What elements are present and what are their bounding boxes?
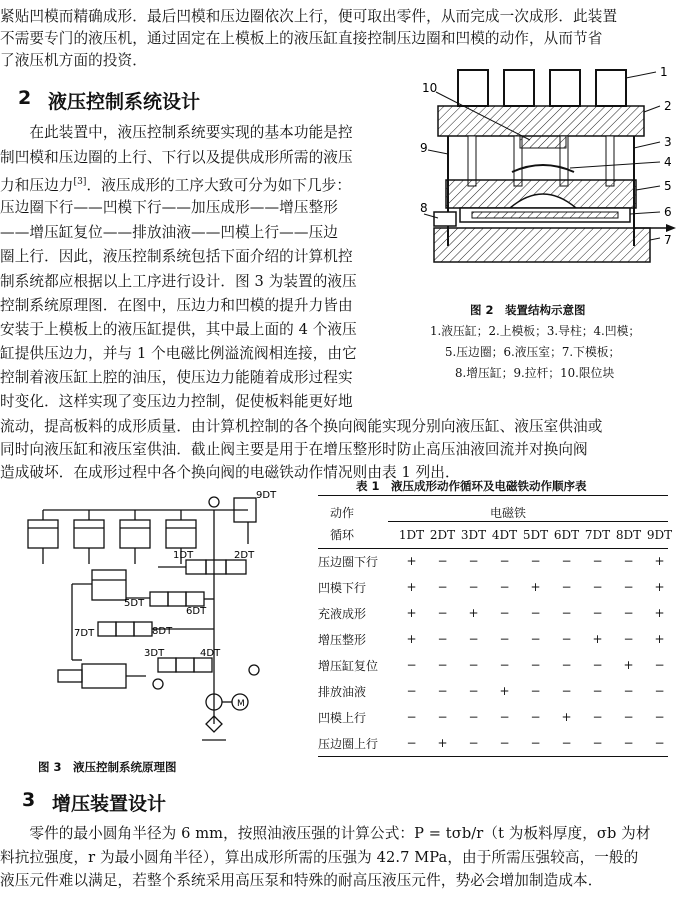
col-3dt: 3DT (460, 528, 487, 542)
table-cell: + (623, 658, 634, 672)
para2-full-line-3: 造成破坏．在成形过程中各个换向阀的电磁铁动作情况则由表 1 列出． (0, 464, 460, 481)
table1-header-group: 电磁铁 (490, 506, 527, 520)
col-5dt: 5DT (522, 528, 549, 542)
table1-top-rule (318, 495, 668, 496)
table-row-label: 增压整形 (318, 632, 367, 647)
fig2-label-7: 7 (664, 233, 672, 247)
table-cell: − (499, 580, 510, 594)
table-row (318, 704, 675, 730)
table1-header-action: 动作 (330, 506, 355, 520)
table-cell: − (530, 658, 541, 672)
para2-full-line-2: 同时向液压缸和液压室供油．截止阀主要是用于在增压整形时防止高压油液回流并对换向阀 (0, 441, 588, 458)
fig3-label-7dt: 7DT (74, 628, 95, 639)
table-cell: − (530, 632, 541, 646)
table-cell: − (468, 710, 479, 724)
table-cell: − (592, 736, 603, 750)
table-cell: + (499, 684, 510, 698)
table-cell: − (406, 736, 417, 750)
fig3-label-motor: M (237, 699, 245, 709)
fig2-caption: 图 2 装置结构示意图 (470, 303, 586, 317)
para2-line-8: 控制系统原理图．在图中，压边力和凹模的提升力皆由 (0, 297, 353, 314)
table-cell: − (468, 658, 479, 672)
table-cell: − (499, 606, 510, 620)
table-cell: + (654, 606, 665, 620)
para3-line-3: 液压元件难以满足，若整个系统采用高压泵和特殊的耐高压液压元件，势必会增加制造成本． (0, 872, 603, 889)
fig3-caption: 图 3 液压控制系统原理图 (38, 760, 177, 774)
table-row (318, 548, 675, 574)
fig3-hydraulic-schematic (18, 484, 290, 746)
para2-line-4: 压边圈下行——凹模下行——加压成形——增压整形 (0, 199, 338, 216)
table-cell: − (437, 606, 448, 620)
table-cell: + (530, 580, 541, 594)
table-row (318, 678, 675, 704)
table-cell: − (561, 632, 572, 646)
table-cell: − (623, 580, 634, 594)
table-cell: + (468, 606, 479, 620)
table-row (318, 652, 675, 678)
para2-line-11: 控制着液压缸上腔的油压，使压边力能随着成形过程实 (0, 369, 353, 386)
table-cell: − (406, 658, 417, 672)
table-cell: + (654, 554, 665, 568)
para1-line-2: 不需要专门的液压机，通过固定在上模板上的液压缸直接控制压边圈和凹模的动作，从而节省 (0, 30, 603, 47)
table-cell: − (654, 658, 665, 672)
table1-header-cycle: 循环 (330, 528, 355, 542)
fig2-label-5: 5 (664, 179, 672, 193)
table-cell: − (499, 710, 510, 724)
table-cell: − (437, 632, 448, 646)
table-cell: − (592, 554, 603, 568)
col-7dt: 7DT (584, 528, 611, 542)
section-3-number: 3 (22, 789, 36, 811)
table-cell: + (654, 632, 665, 646)
table-cell: − (654, 736, 665, 750)
table-row-label: 凹模下行 (318, 580, 367, 595)
table-cell: − (623, 632, 634, 646)
para2-line-5: ——增压缸复位——排放油液——凹模上行——压边 (0, 224, 338, 241)
table-cell: + (406, 606, 417, 620)
table-cell: − (468, 632, 479, 646)
table-cell: − (592, 580, 603, 594)
table1-column-header-row (318, 522, 675, 548)
table-cell: − (406, 710, 417, 724)
table-cell: − (623, 554, 634, 568)
para2-line-3 (0, 172, 351, 196)
fig2-structure-diagram (420, 62, 690, 294)
col-9dt: 9DT (646, 528, 673, 542)
para2-full-line-1: 流动，提高板料的成形质量．由计算机控制的各个换向阀能实现分别向液压缸、液压室供油或 (0, 418, 603, 435)
fig2-label-10: 10 (422, 81, 438, 95)
table-cell: + (592, 632, 603, 646)
table-cell: − (623, 736, 634, 750)
fig2-label-6: 6 (664, 205, 672, 219)
para1-line-1: 紧贴凹模而精确成形．最后凹模和压边圈依次上行，便可取出零件，从而完成一次成形．此装置 (0, 8, 618, 25)
table-cell: − (623, 684, 634, 698)
table-cell: − (623, 606, 634, 620)
para1-line-3: 了液压机方面的投资． (0, 52, 147, 69)
table-cell: − (561, 658, 572, 672)
table-cell: − (561, 684, 572, 698)
table-row-label: 排放油液 (318, 684, 367, 699)
fig3-label-4dt: 4DT (200, 648, 221, 659)
table-row (318, 626, 675, 652)
fig3-label-6dt: 6DT (186, 606, 207, 617)
section-2-title: 液压控制系统设计 (48, 91, 201, 113)
table-cell: + (561, 710, 572, 724)
fig2-label-9: 9 (420, 141, 428, 155)
table-row (318, 730, 675, 756)
table-cell: − (468, 554, 479, 568)
col-6dt: 6DT (553, 528, 580, 542)
table-row-label: 充液成形 (318, 606, 367, 621)
para2-line-12: 时变化．这样实现了变压边力控制，促使板料能更好地 (0, 393, 353, 410)
table-cell: − (530, 736, 541, 750)
col-2dt: 2DT (429, 528, 456, 542)
section-2-number: 2 (18, 87, 32, 109)
table-cell: − (561, 580, 572, 594)
table-cell: − (437, 710, 448, 724)
fig3-label-9dt: 9DT (256, 490, 277, 501)
table-row-label: 压边圈下行 (318, 554, 379, 569)
fig2-label-8: 8 (420, 201, 428, 215)
fig3-label-1dt: 1DT (173, 550, 194, 561)
table-cell: − (437, 580, 448, 594)
table-cell: − (561, 554, 572, 568)
col-8dt: 8DT (615, 528, 642, 542)
table-cell: − (468, 580, 479, 594)
table-cell: − (530, 606, 541, 620)
fig3-label-3dt: 3DT (144, 648, 165, 659)
para2-line-10: 缸提供压边力，并与 1 个电磁比例溢流阀相连接，由它 (0, 345, 357, 362)
para2-line-1: 在此装置中，液压控制系统要实现的基本功能是控 (0, 124, 353, 141)
table-cell: − (406, 684, 417, 698)
fig3-label-2dt: 2DT (234, 550, 255, 561)
table-cell: − (499, 632, 510, 646)
fig2-legend-line-3: 8.增压缸；9.拉杆；10.限位块 (455, 366, 615, 380)
fig2-legend-line-1: 1.液压缸；2.上模板；3.导柱；4.凹模； (430, 324, 641, 338)
table-row-label: 凹模上行 (318, 710, 367, 725)
table-cell: − (592, 606, 603, 620)
table1-title: 表 1 液压成形动作循环及电磁铁动作顺序表 (356, 479, 587, 493)
section-3-title: 增压装置设计 (52, 793, 167, 815)
table-cell: − (561, 606, 572, 620)
table-cell: − (499, 554, 510, 568)
para2-line-2: 制凹模和压边圈的上行、下行以及提供成形所需的液压 (0, 149, 353, 166)
table-cell: + (406, 554, 417, 568)
para2-line-6: 圈上行．因此，液压控制系统包括下面介绍的计算机控 (0, 248, 353, 265)
fig2-label-4: 4 (664, 155, 672, 169)
para2-line-9: 安装于上模板上的液压缸提供，其中最上面的 4 个液压 (0, 321, 357, 338)
table-cell: + (437, 736, 448, 750)
fig2-label-1: 1 (660, 65, 668, 79)
table-cell: − (530, 710, 541, 724)
table1 (318, 522, 675, 756)
table-cell: − (437, 554, 448, 568)
fig2-label-3: 3 (664, 135, 672, 149)
table-row (318, 574, 675, 600)
table-cell: − (654, 684, 665, 698)
table-cell: − (623, 710, 634, 724)
table-cell: − (592, 710, 603, 724)
table-cell: − (437, 658, 448, 672)
table-cell: + (654, 580, 665, 594)
table-cell: − (499, 658, 510, 672)
table1-bottom-rule (318, 756, 668, 757)
col-1dt: 1DT (398, 528, 425, 542)
table-cell: + (406, 632, 417, 646)
table-cell: − (592, 658, 603, 672)
table-cell: − (561, 736, 572, 750)
table-cell: − (530, 684, 541, 698)
para2-line-3-head: 力和压边力 (0, 176, 74, 194)
table-row-label: 增压缸复位 (318, 658, 379, 673)
fig3-label-5dt: 5DT (124, 598, 145, 609)
citation: [3] (73, 177, 87, 187)
table-cell: − (654, 710, 665, 724)
fig2-legend-line-2: 5.压边圈；6.液压室；7.下模板； (445, 345, 621, 359)
table-cell: − (468, 736, 479, 750)
col-4dt: 4DT (491, 528, 518, 542)
fig2-label-2: 2 (664, 99, 672, 113)
table-row-label: 压边圈上行 (318, 736, 379, 751)
table-cell: − (468, 684, 479, 698)
table-cell: − (499, 736, 510, 750)
para3-line-2: 料抗拉强度，r 为最小圆角半径），算出成形所需的压强为 42.7 MPa，由于所需压强较高，一般的 (0, 849, 639, 866)
table-cell: + (406, 580, 417, 594)
para2-line-7: 制系统都应根据以上工序进行设计．图 3 为装置的液压 (0, 273, 357, 290)
para2-line-3-tail: ．液压成形的工序大致可分为如下几步： (86, 176, 352, 194)
fig3-label-8dt: 8DT (152, 626, 173, 637)
table-row (318, 600, 675, 626)
table-cell: − (592, 684, 603, 698)
para3-line-1: 零件的最小圆角半径为 6 mm，按照油液压强的计算公式：P = tσb/r（t 为板料厚度，σb 为材 (0, 825, 651, 842)
table-cell: − (530, 554, 541, 568)
table-cell: − (437, 684, 448, 698)
